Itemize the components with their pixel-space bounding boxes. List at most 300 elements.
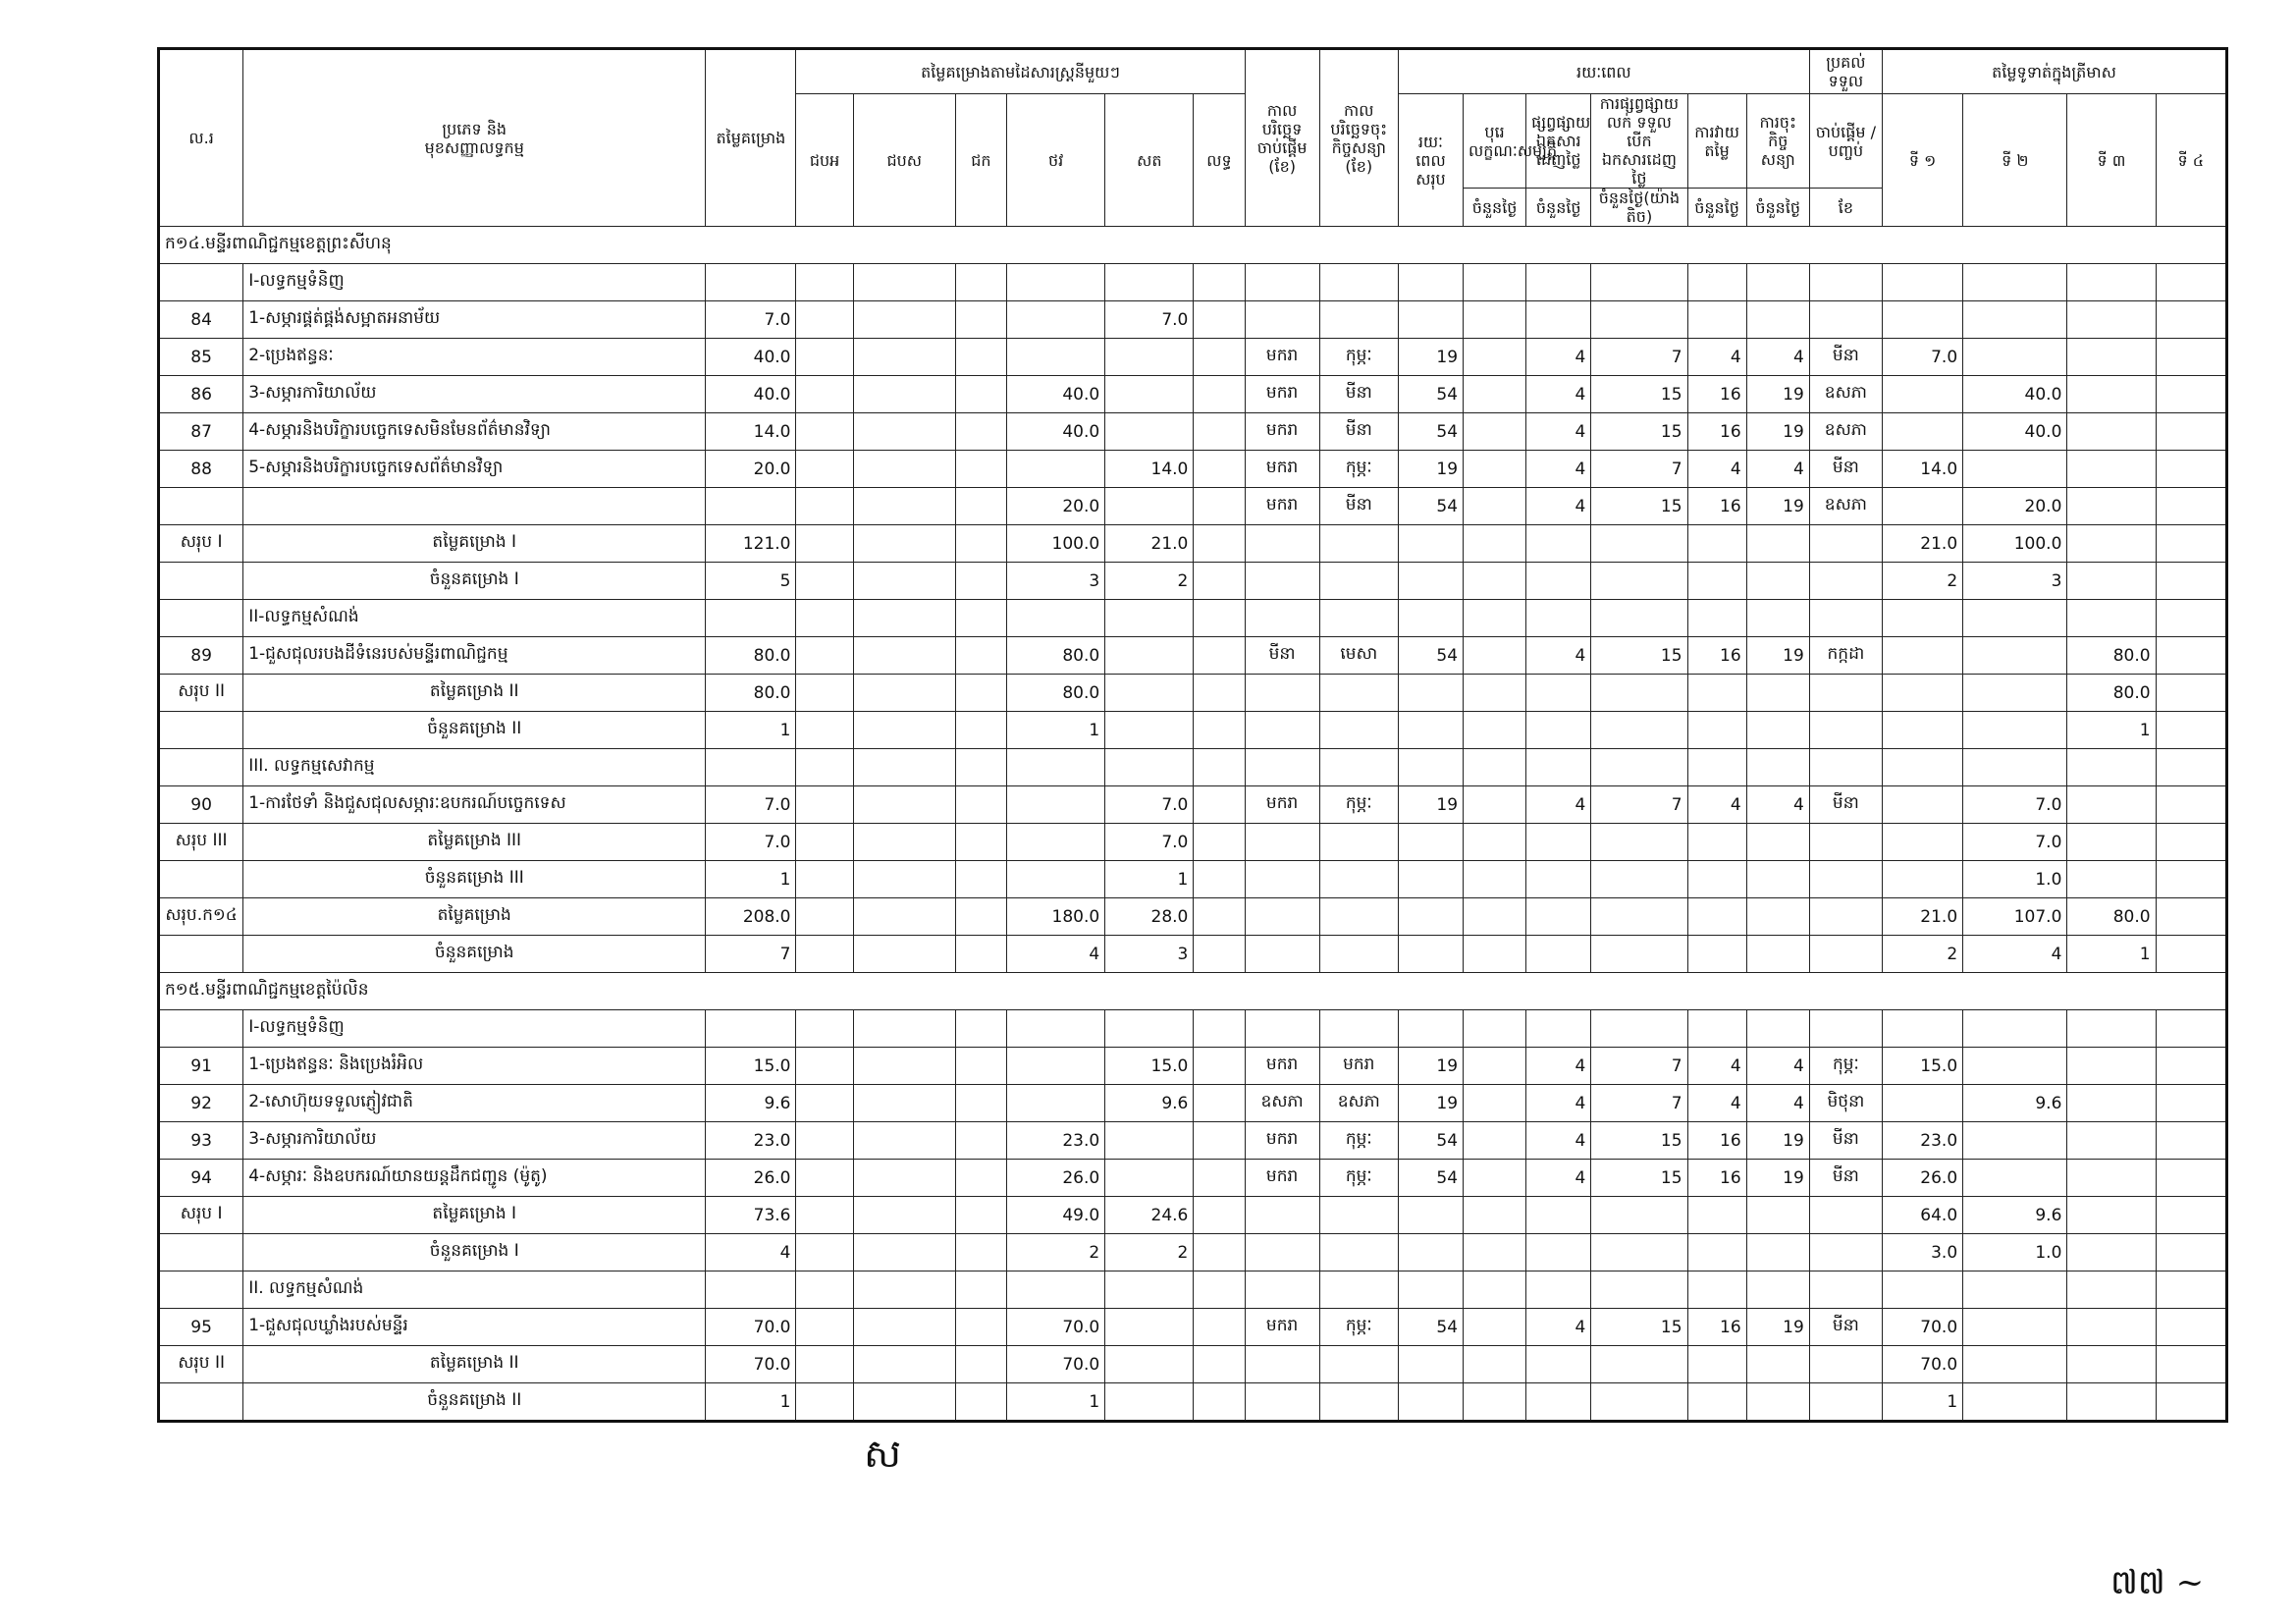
dur-receive: ការផ្សព្វផ្សាយលក់ ទទួល បើកឯកសារដេញថ្លៃ (1591, 94, 1687, 189)
table-row (159, 264, 2227, 301)
cell-empty (955, 600, 1006, 637)
cell-src-4: 3 (1105, 936, 1194, 973)
col-quarter: តម្លៃទូទាត់ក្នុងត្រីមាស (1882, 49, 2226, 94)
cell-contract (1319, 712, 1398, 749)
cell-total (1398, 1197, 1463, 1234)
cell-receive (1591, 712, 1687, 749)
cell-prep (1464, 1122, 1526, 1160)
cell-src-3: 4 (1006, 936, 1104, 973)
cell-src-4 (1105, 1160, 1194, 1197)
cell-total: 19 (1398, 1085, 1463, 1122)
dur-sign: ការចុះកិច្ចសន្យា (1746, 94, 1809, 189)
cell-prep (1464, 1197, 1526, 1234)
cell-src-0 (796, 1160, 853, 1197)
cell-start: មករា (1245, 488, 1319, 525)
cell-desc: 3-សម្ភារការិយាល័យ (243, 1122, 706, 1160)
cell-src-5 (1194, 1048, 1245, 1085)
cell-src-4 (1105, 339, 1194, 376)
table-row (159, 376, 2227, 413)
delivery-month: ខែ (1809, 189, 1882, 227)
cell-q2 (1963, 637, 2067, 675)
cell-estimate: 1 (706, 712, 796, 749)
cell-delivery: មីនា (1809, 1122, 1882, 1160)
cell-empty (1105, 749, 1194, 786)
cell-delivery: មីនា (1809, 786, 1882, 824)
subtotal-desc: ចំនួនគម្រោង III (243, 861, 706, 898)
cell-open (1526, 301, 1591, 339)
cell-src-1 (853, 861, 955, 898)
cell-q3: 80.0 (2067, 637, 2156, 675)
cell-src-2 (955, 1346, 1006, 1383)
subtotal-label (159, 861, 243, 898)
cell-delivery: មីនា (1809, 1160, 1882, 1197)
cell-src-1 (853, 1197, 955, 1234)
cell-total: 19 (1398, 1048, 1463, 1085)
cell-empty (706, 600, 796, 637)
cell-src-1 (853, 488, 955, 525)
cell-total (1398, 861, 1463, 898)
table-row (159, 451, 2227, 488)
cell-eval (1687, 824, 1746, 861)
cell-eval: 16 (1687, 413, 1746, 451)
cell-total: 19 (1398, 451, 1463, 488)
cell-prep (1464, 1309, 1526, 1346)
cell-q1: 64.0 (1882, 1197, 1962, 1234)
cell-empty (853, 749, 955, 786)
cell-empty (1319, 1010, 1398, 1048)
cell-sign (1746, 1234, 1809, 1271)
cell-src-1 (853, 563, 955, 600)
cell-src-1 (853, 451, 955, 488)
cell-q2 (1963, 1346, 2067, 1383)
cell-empty (1105, 1271, 1194, 1309)
cell-src-0 (796, 1309, 853, 1346)
subtotal-label (159, 712, 243, 749)
cell-start (1245, 936, 1319, 973)
cell-desc: 1-សម្ភារផ្គត់ផ្គង់សម្អាតអនាម័យ (243, 301, 706, 339)
cell-q4 (2156, 712, 2226, 749)
cell-q4 (2156, 525, 2226, 563)
cell-q3 (2067, 861, 2156, 898)
cell-empty (1464, 1271, 1526, 1309)
cell-q3 (2067, 339, 2156, 376)
cell-desc: 2-សោហ៊ុយទទួលភ្ញៀវជាតិ (243, 1085, 706, 1122)
cell-sign (1746, 525, 1809, 563)
cell-desc: 4-សម្ភារនិងបរិក្ខារបច្ចេកទេសមិនមែនព័ត៌មានវិទ្យា (243, 413, 706, 451)
cell-receive: 7 (1591, 786, 1687, 824)
cell-empty (796, 1271, 853, 1309)
cell-no: 91 (159, 1048, 243, 1085)
cell-eval: 4 (1687, 339, 1746, 376)
section-title: ក១៥.មន្ទីរពាណិជ្ជកម្មខេត្តប៉ៃលិន (159, 973, 2227, 1010)
cell-src-5 (1194, 637, 1245, 675)
cell-open (1526, 563, 1591, 600)
cell-desc: 1-ប្រេងឥន្ធនៈ និងប្រេងរំអិល (243, 1048, 706, 1085)
col-no: ល.រ (159, 49, 243, 227)
subtotal-desc: ចំនួនគម្រោង II (243, 712, 706, 749)
cell-src-4: 28.0 (1105, 898, 1194, 936)
cell-prep (1464, 898, 1526, 936)
cell-q3 (2067, 1048, 2156, 1085)
cell-src-5 (1194, 301, 1245, 339)
cell-no (159, 1010, 243, 1048)
subtotal-desc: តម្លៃគម្រោង III (243, 824, 706, 861)
cell-delivery (1809, 675, 1882, 712)
cell-q4 (2156, 861, 2226, 898)
cell-contract: មីនា (1319, 413, 1398, 451)
cell-src-4 (1105, 376, 1194, 413)
cell-delivery (1809, 861, 1882, 898)
cell-q2 (1963, 339, 2067, 376)
cell-no: 88 (159, 451, 243, 488)
table-row (159, 824, 2227, 861)
col-by-source: តម្លៃគម្រោងតាមដៃសារស្រ្តនីមួយៗ (796, 49, 1245, 94)
cell-receive: 7 (1591, 1085, 1687, 1122)
cell-q1 (1882, 488, 1962, 525)
cell-no (159, 488, 243, 525)
cell-q4 (2156, 824, 2226, 861)
cell-open (1526, 1197, 1591, 1234)
cell-estimate: 80.0 (706, 637, 796, 675)
table-row (159, 1346, 2227, 1383)
cell-estimate: 70.0 (706, 1309, 796, 1346)
src-3: ថវ (1006, 94, 1104, 227)
cell-total: 19 (1398, 339, 1463, 376)
cell-receive: 15 (1591, 413, 1687, 451)
cell-q1 (1882, 301, 1962, 339)
cell-empty (1882, 264, 1962, 301)
cell-total (1398, 1383, 1463, 1422)
cell-prep (1464, 451, 1526, 488)
cell-sign: 4 (1746, 1085, 1809, 1122)
cell-contract: មីនា (1319, 488, 1398, 525)
cell-src-3: 70.0 (1006, 1309, 1104, 1346)
cell-q2: 9.6 (1963, 1197, 2067, 1234)
cell-prep (1464, 637, 1526, 675)
cell-empty (1464, 264, 1526, 301)
cell-open (1526, 525, 1591, 563)
cell-src-4 (1105, 637, 1194, 675)
cell-delivery (1809, 563, 1882, 600)
cell-empty (853, 1010, 955, 1048)
cell-estimate: 121.0 (706, 525, 796, 563)
cell-estimate: 73.6 (706, 1197, 796, 1234)
cell-sign (1746, 301, 1809, 339)
cell-src-2 (955, 786, 1006, 824)
cell-eval (1687, 675, 1746, 712)
cell-prep (1464, 936, 1526, 973)
cell-delivery: មិថុនា (1809, 1085, 1882, 1122)
cell-receive (1591, 1234, 1687, 1271)
table-row (159, 749, 2227, 786)
cell-src-0 (796, 301, 853, 339)
table-row (159, 786, 2227, 824)
cell-open (1526, 861, 1591, 898)
table-row (159, 1160, 2227, 1197)
cell-prep (1464, 1346, 1526, 1383)
cell-q1 (1882, 675, 1962, 712)
dur-open: ផ្សព្វផ្សាយ ឯកសារ ដេញថ្លៃ (1526, 94, 1591, 189)
cell-q3 (2067, 1346, 2156, 1383)
cell-receive: 15 (1591, 637, 1687, 675)
cell-start (1245, 301, 1319, 339)
cell-desc: 1-ជួសជុលរបងដីទំនេរបស់មន្ទីរពាណិជ្ជកម្ម (243, 637, 706, 675)
cell-start (1245, 1234, 1319, 1271)
cell-start: មករា (1245, 1122, 1319, 1160)
cell-q2 (1963, 1048, 2067, 1085)
cell-receive: 15 (1591, 1309, 1687, 1346)
cell-estimate: 7.0 (706, 824, 796, 861)
cell-q1 (1882, 861, 1962, 898)
cell-sign: 19 (1746, 413, 1809, 451)
cell-sign (1746, 1383, 1809, 1422)
cell-estimate: 40.0 (706, 339, 796, 376)
cell-empty (2156, 264, 2226, 301)
cell-empty (796, 264, 853, 301)
cell-receive: 15 (1591, 488, 1687, 525)
cell-src-0 (796, 675, 853, 712)
cell-src-3 (1006, 301, 1104, 339)
cell-q3 (2067, 1122, 2156, 1160)
cell-empty (1319, 600, 1398, 637)
cell-src-5 (1194, 1346, 1245, 1383)
cell-empty (2156, 1010, 2226, 1048)
table-row (159, 936, 2227, 973)
cell-q2: 1.0 (1963, 1234, 2067, 1271)
cell-total (1398, 675, 1463, 712)
cell-delivery (1809, 301, 1882, 339)
cell-contract (1319, 824, 1398, 861)
cell-open: 4 (1526, 488, 1591, 525)
q-3: ទី ៣ (2067, 94, 2156, 227)
cell-receive (1591, 1197, 1687, 1234)
cell-desc: 3-សម្ភារការិយាល័យ (243, 376, 706, 413)
cell-q4 (2156, 376, 2226, 413)
cell-contract: កុម្ភៈ (1319, 786, 1398, 824)
cell-eval: 16 (1687, 1122, 1746, 1160)
cell-eval (1687, 1346, 1746, 1383)
cell-src-3 (1006, 824, 1104, 861)
cell-q4 (2156, 339, 2226, 376)
cell-start (1245, 1197, 1319, 1234)
cell-src-1 (853, 824, 955, 861)
days-prep: ចំនួនថ្ងៃ (1464, 189, 1526, 227)
cell-prep (1464, 1160, 1526, 1197)
cell-src-1 (853, 413, 955, 451)
cell-q3 (2067, 301, 2156, 339)
cell-src-2 (955, 1197, 1006, 1234)
cell-total: 54 (1398, 637, 1463, 675)
cell-no (159, 264, 243, 301)
cell-contract: មេសា (1319, 637, 1398, 675)
cell-src-4 (1105, 1346, 1194, 1383)
group-title: I-លទ្ធកម្មទំនិញ (243, 1010, 706, 1048)
cell-q1 (1882, 712, 1962, 749)
cell-empty (1963, 1271, 2067, 1309)
cell-estimate: 20.0 (706, 451, 796, 488)
cell-empty (1006, 600, 1104, 637)
cell-eval: 16 (1687, 376, 1746, 413)
cell-empty (1591, 1010, 1687, 1048)
cell-delivery: ឧសភា (1809, 413, 1882, 451)
cell-src-3: 3 (1006, 563, 1104, 600)
cell-start (1245, 861, 1319, 898)
cell-q1 (1882, 786, 1962, 824)
table-row (159, 1309, 2227, 1346)
cell-total (1398, 1234, 1463, 1271)
cell-contract: មករា (1319, 1048, 1398, 1085)
cell-q1: 23.0 (1882, 1122, 1962, 1160)
cell-src-2 (955, 563, 1006, 600)
cell-src-0 (796, 339, 853, 376)
cell-src-2 (955, 1309, 1006, 1346)
col-estimate: តម្លៃគម្រោង (706, 49, 796, 227)
cell-q3 (2067, 786, 2156, 824)
cell-delivery (1809, 1346, 1882, 1383)
cell-sign (1746, 861, 1809, 898)
cell-q4 (2156, 786, 2226, 824)
cell-q1: 21.0 (1882, 898, 1962, 936)
src-4: សត (1105, 94, 1194, 227)
cell-src-2 (955, 1160, 1006, 1197)
cell-q4 (2156, 1383, 2226, 1422)
cell-start (1245, 675, 1319, 712)
cell-q3 (2067, 563, 2156, 600)
cell-no: 86 (159, 376, 243, 413)
cell-open (1526, 898, 1591, 936)
cell-q2: 7.0 (1963, 786, 2067, 824)
cell-estimate: 1 (706, 1383, 796, 1422)
cell-eval (1687, 1234, 1746, 1271)
cell-src-4: 1 (1105, 861, 1194, 898)
cell-src-3 (1006, 786, 1104, 824)
cell-q2 (1963, 1309, 2067, 1346)
cell-eval: 16 (1687, 488, 1746, 525)
cell-empty (1526, 749, 1591, 786)
cell-sign (1746, 712, 1809, 749)
cell-q3 (2067, 1160, 2156, 1197)
cell-eval (1687, 1383, 1746, 1422)
cell-empty (1882, 749, 1962, 786)
cell-sign (1746, 824, 1809, 861)
subtotal-label: សរុប I (159, 525, 243, 563)
cell-total: 54 (1398, 1309, 1463, 1346)
cell-q4 (2156, 563, 2226, 600)
cell-q1: 2 (1882, 563, 1962, 600)
cell-q4 (2156, 675, 2226, 712)
cell-src-5 (1194, 786, 1245, 824)
table-row (159, 563, 2227, 600)
cell-src-3: 20.0 (1006, 488, 1104, 525)
cell-empty (1398, 600, 1463, 637)
table-row (159, 712, 2227, 749)
src-5: លទ្ធ (1194, 94, 1245, 227)
col-period-start: កាលបរិច្ឆេទចាប់ផ្តើម (ខែ) (1245, 49, 1319, 227)
cell-desc: 1-ជួសជុលឃ្លាំងរបស់មន្ទីរ (243, 1309, 706, 1346)
cell-src-5 (1194, 525, 1245, 563)
cell-empty (1963, 749, 2067, 786)
table-row (159, 488, 2227, 525)
cell-src-1 (853, 525, 955, 563)
cell-no: 84 (159, 301, 243, 339)
cell-q3 (2067, 1197, 2156, 1234)
cell-desc: 4-សម្ភារៈ និងឧបករណ៍យានយន្តដឹកជញ្ជូន (ម៉ូតូ) (243, 1160, 706, 1197)
cell-src-4: 7.0 (1105, 824, 1194, 861)
cell-src-3 (1006, 451, 1104, 488)
procurement-table (157, 47, 2228, 1423)
cell-prep (1464, 525, 1526, 563)
cell-delivery: មីនា (1809, 339, 1882, 376)
subtotal-label: សរុប.ក១៤ (159, 898, 243, 936)
cell-contract: ឧសភា (1319, 1085, 1398, 1122)
cell-empty (1591, 264, 1687, 301)
q-2: ទី ២ (1963, 94, 2067, 227)
cell-empty (1464, 1010, 1526, 1048)
cell-q1: 15.0 (1882, 1048, 1962, 1085)
cell-desc: 5-សម្ភារនិងបរិក្ខារបច្ចេកទេសព័ត៌មានវិទ្យា (243, 451, 706, 488)
cell-src-0 (796, 525, 853, 563)
cell-eval: 16 (1687, 1160, 1746, 1197)
cell-q4 (2156, 413, 2226, 451)
cell-delivery (1809, 1383, 1882, 1422)
cell-src-5 (1194, 824, 1245, 861)
cell-contract: កុម្ភៈ (1319, 1309, 1398, 1346)
cell-empty (955, 1271, 1006, 1309)
col-type (243, 49, 706, 227)
subtotal-label: សរុប II (159, 1346, 243, 1383)
subtotal-desc: តម្លៃគម្រោង II (243, 1346, 706, 1383)
cell-no (159, 600, 243, 637)
cell-sign (1746, 898, 1809, 936)
cell-prep (1464, 1234, 1526, 1271)
cell-src-4 (1105, 1383, 1194, 1422)
cell-q2 (1963, 451, 2067, 488)
cell-eval: 4 (1687, 786, 1746, 824)
cell-q4 (2156, 1197, 2226, 1234)
cell-receive (1591, 301, 1687, 339)
cell-empty (2156, 749, 2226, 786)
table-row (159, 1197, 2227, 1234)
cell-estimate: 7.0 (706, 786, 796, 824)
cell-eval: 4 (1687, 451, 1746, 488)
cell-empty (2156, 1271, 2226, 1309)
cell-src-4: 14.0 (1105, 451, 1194, 488)
cell-total (1398, 712, 1463, 749)
cell-receive (1591, 675, 1687, 712)
days-receive: ចំនួនថ្ងៃ(យ៉ាងតិច) (1591, 189, 1687, 227)
table-row (159, 1383, 2227, 1422)
cell-empty (1746, 1271, 1809, 1309)
cell-src-4: 7.0 (1105, 301, 1194, 339)
cell-total (1398, 824, 1463, 861)
cell-empty (1398, 749, 1463, 786)
cell-q4 (2156, 1160, 2226, 1197)
table-row (159, 1122, 2227, 1160)
cell-q2: 9.6 (1963, 1085, 2067, 1122)
cell-q1: 70.0 (1882, 1346, 1962, 1383)
cell-no: 92 (159, 1085, 243, 1122)
cell-empty (1809, 1010, 1882, 1048)
cell-eval: 16 (1687, 637, 1746, 675)
cell-q2 (1963, 1160, 2067, 1197)
cell-empty (853, 1271, 955, 1309)
dur-eval: ការវាយតម្លៃ (1687, 94, 1746, 189)
cell-src-5 (1194, 1309, 1245, 1346)
cell-q1: 14.0 (1882, 451, 1962, 488)
cell-src-3: 23.0 (1006, 1122, 1104, 1160)
cell-src-5 (1194, 898, 1245, 936)
cell-q2: 100.0 (1963, 525, 2067, 563)
